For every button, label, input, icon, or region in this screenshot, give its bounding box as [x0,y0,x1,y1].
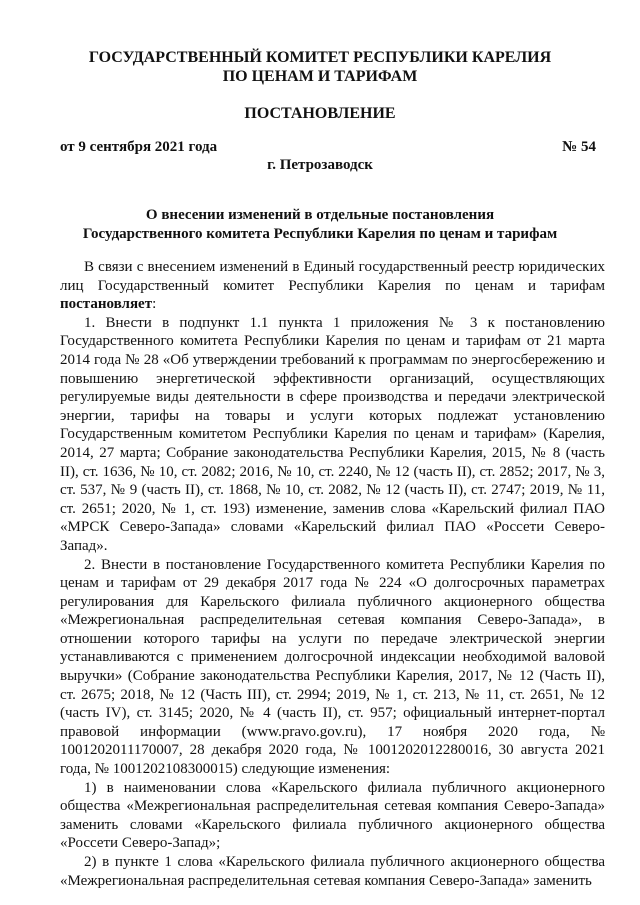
document-date: от 9 сентября 2021 года [60,139,218,155]
document-type: ПОСТАНОВЛЕНИЕ [244,105,396,122]
subject-line2: Государственного комитета Республики Карелия по ценам и тарифам [82,226,558,242]
document-city: г. Петрозаводск [267,157,373,173]
intro-decree-word: постановляет [60,296,153,313]
paragraph-2-item-1: 1) в наименовании слова «Карельского филиала публичного акционерного общества «Межрегиональная распределительная сетевая компания Северо-Запада» заменить словами «Карельского филиала публичного акционерного общества «Россети Северо-Запад»; [60,779,605,852]
subject-line1: О внесении изменений в отдельные постановления [145,207,495,223]
document-subject [40,206,600,244]
organization-name-line2: ПО ЦЕНАМ И ТАРИФАМ [222,68,418,85]
paragraph-2: 2. Внести в постановление Государственного комитета Республики Карелия по ценам и тарифам от 29 декабря 2017 года № 224 «О долгосрочных параметрах регулирования для Карельского филиала публичного акционерного общества «Межрегиональная распределительная сетевая компания Северо-Запада», в отношении которого тарифы на услуги по передаче электрической энергии устанавливаются с применением долгосрочной индексации необходимой валовой выручки» (Собрание законодательства Республики Карелия, 2017, № 12 (Часть II), ст. 2675; 2018, № 12 (Часть III), ст. 2994; 2019, № 1, ст. 213, № 11, ст. 2651, № 12 (часть IV), ст. 3145; 2020, № 4 (часть II), ст. 957; официальный интернет-портал правовой информации (www.pravo.gov.ru), 17 ноября 2020 года, № 1001202011170007, 28 декабря 2020 года, № 1001202012280016, 30 августа 2021 года, № 1001202108300015) следующие изменения: [60,556,605,778]
document-number: № 54 [562,139,596,155]
organization-name-line1: ГОСУДАРСТВЕННЫЙ КОМИТЕТ РЕСПУБЛИКИ КАРЕЛИЯ [88,49,552,66]
document-body [60,258,605,890]
intro-colon: : [152,296,157,313]
intro-text: В связи с внесением изменений в Единый государственный реестр юридических лиц Государственный комитет Республики Карелия по ценам и тарифам [60,259,605,294]
paragraph-1: 1. Внести в подпункт 1.1 пункта 1 приложения № 3 к постановлению Государственного комитета Республики Карелия по ценам и тарифам от 21 марта 2014 года № 28 «Об утверждении требований к программам по энергосбережению и повышению энергетической эффективности организаций, осуществляющих регулируемые виды деятельности в сфере производства и передачи электрической энергии, тарифы на товары и услуги которых подлежат установлению Государственным комитетом Республики Карелия по ценам и тарифам» (Карелия, 2014, 27 марта; Собрание законодательства Республики Карелия, 2015, № 8 (часть II), ст. 1636, № 10, ст. 2082; 2016, № 10, ст. 2240, № 12 (часть II), ст. 2852; 2017, № 3, ст. 537, № 9 (часть II), ст. 1868, № 10, ст. 2082, № 12 (часть II), ст. 2747; 2019, № 11, ст. 2651; 2020, № 1, ст. 193) изменение, заменив слова «Карельский филиал ПАО «МРСК Северо-Запада» словами «Карельский филиал ПАО «Россети Северо-Запад». [60,314,605,554]
paragraph-2-item-2: 2) в пункте 1 слова «Карельского филиала публичного акционерного общества «Межрегиональная распределительная сетевая компания Северо-Запада» заменить [60,854,605,889]
intro-paragraph [60,258,605,314]
